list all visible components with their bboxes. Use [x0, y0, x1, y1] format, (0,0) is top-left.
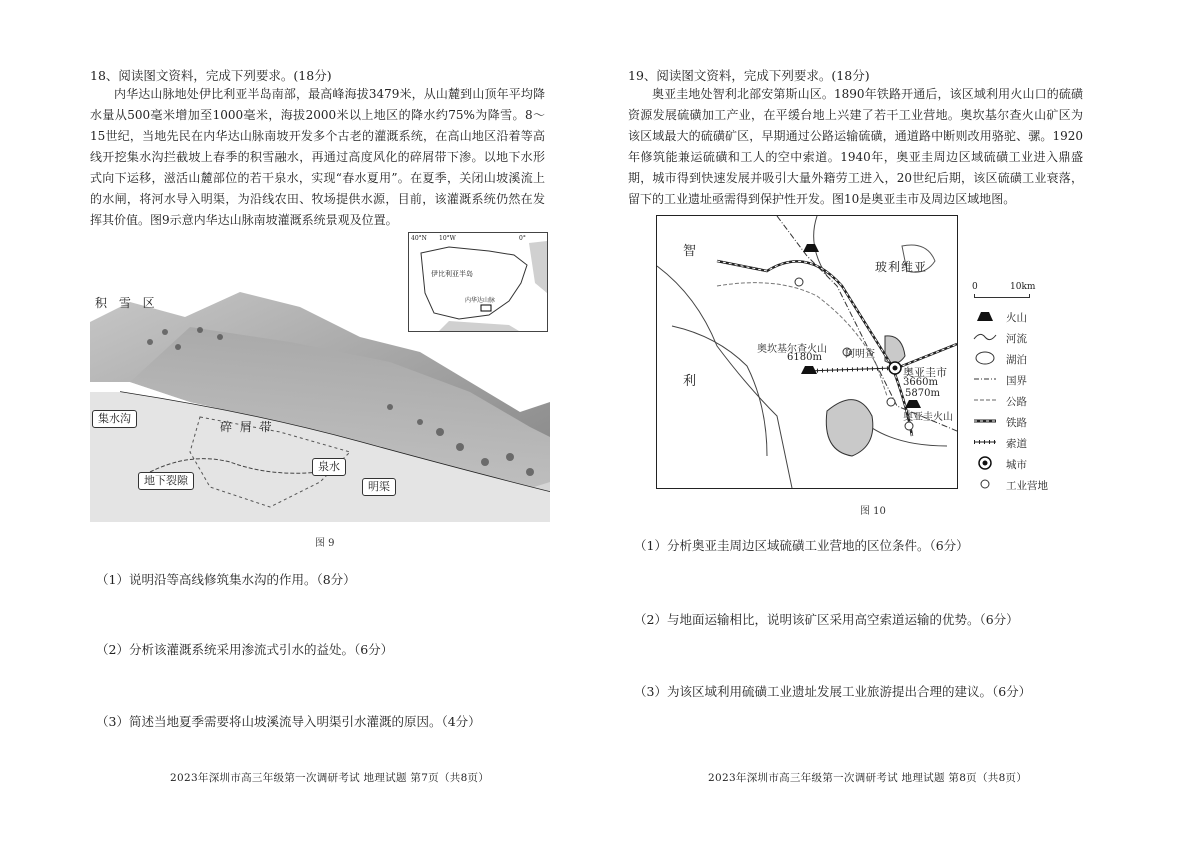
- inset-lon-right-label: 0°: [519, 235, 526, 242]
- map-label-amincha: 阿明查: [845, 349, 875, 360]
- iberia-outline: [409, 233, 547, 331]
- legend-city: 城市: [972, 455, 1102, 473]
- map-label-city: 奥亚圭市: [903, 366, 947, 379]
- lake-icon: [972, 350, 998, 366]
- open-channel-label: 明渠: [362, 478, 396, 496]
- legend-river: 河流: [972, 329, 1102, 347]
- map-label-chile-2: 利: [683, 374, 697, 389]
- border-icon: [972, 371, 998, 387]
- scale-zero: 0: [972, 282, 978, 292]
- volcano-icon: [803, 244, 819, 252]
- legend-cableway: 索道: [972, 434, 1102, 452]
- city-icon: [972, 455, 998, 471]
- page-7-footer: 2023年深圳市高三年级第一次调研考试 地理试题 第7页（共8页）: [170, 772, 490, 784]
- legend-border: 国界: [972, 371, 1102, 389]
- inset-range-label: 内华达山脉: [465, 297, 496, 304]
- map-label-volcano2-elev: 5870m: [905, 388, 940, 399]
- spring-label: 泉水: [312, 458, 346, 476]
- question-18-paragraph: 内华达山脉地处伊比利亚半岛南部，最高峰海拔3479米，从山麓到山顶年平均降水量从500毫米增加至1000毫米，海拔2000米以上地区的降水约75%为降雪。8～15世纪，当地先民在内华达山脉南坡开发多个古老的灌溉系统，在高山地区沿着等高线开挖集水沟拦截坡上春季的积雪融水，再通过高度风化的碎屑带下渗。以地下水形式向下运移，滋活山麓部位的若干泉水，实现“春水夏用”。在夏季，关闭山坡溪流上的水闸，将河水导入明渠，为沿线农田、牧场提供水源，目前，该灌溉系统仍然在发挥其价值。图9示意内华达山脉南坡灌溉系统景观及位置。: [90, 87, 545, 227]
- scale-bar: [972, 282, 1036, 302]
- question-18-3: （3）简述当地夏季需要将山坡溪流导入明渠引水灌溉的原因。（4分）: [96, 714, 481, 729]
- scale-distance: 10km: [1010, 282, 1036, 292]
- figure-9-caption: 图 9: [315, 538, 335, 549]
- legend-railway: 铁路: [972, 413, 1102, 431]
- legend-highway: 公路: [972, 392, 1102, 410]
- figure-10-caption: 图 10: [860, 506, 886, 517]
- legend-camp: 工业营地: [972, 476, 1102, 494]
- inset-lon-left-label: 10°W: [439, 235, 456, 242]
- map-legend: [972, 282, 1112, 492]
- question-19-1: （1）分析奥亚圭周边区域硫磺工业营地的区位条件。（6分）: [634, 538, 969, 553]
- figure-10-map: [656, 215, 958, 489]
- debris-belt-label: 碎 屑 带: [220, 420, 274, 434]
- legend-lake: 湖泊: [972, 350, 1102, 368]
- map-label-bolivia: 玻利维亚: [875, 260, 928, 274]
- cableway-icon: [972, 434, 998, 450]
- map-label-volcano2: 奥亚圭火山: [903, 412, 953, 423]
- river-icon: [972, 329, 998, 345]
- map-label-chile-1: 智: [683, 244, 697, 259]
- question-19-paragraph: 奥亚圭地处智利北部安第斯山区。1890年铁路开通后，该区域利用火山口的硫磺资源发展硫磺加工产业，在平缓台地上兴建了若干工业营地。奥坎基尔查火山矿区为该区域最大的硫磺矿区，早期通过公路运输硫磺，通道路中断则改用骆驼、骡。1920年修筑能兼运硫磺和工人的空中索道。1940年，奥亚圭周边区域硫磺工业进入鼎盛期，城市得到快速发展并吸引大量外籍劳工进入，20世纪后期，该区硫磺工业衰落，留下的工业遗址亟需得到保护性开发。图10是奥亚圭市及周边区域地图。: [628, 87, 1083, 206]
- question-18-2: （2）分析该灌溉系统采用渗流式引水的益处。（6分）: [96, 642, 394, 657]
- question-19-heading: 19、阅读图文资料，完成下列要求。(18分): [628, 68, 870, 83]
- volcano-icon: [972, 308, 998, 324]
- map-label-volcano: 奥坎基尔查火山: [757, 344, 827, 355]
- page-8-footer: 2023年深圳市高三年级第一次调研考试 地理试题 第8页（共8页）: [708, 772, 1028, 784]
- inset-map: [408, 232, 548, 332]
- legend-volcano: 火山: [972, 308, 1102, 326]
- snow-zone-label: 积 雪 区: [95, 296, 159, 310]
- figure-9: [90, 232, 550, 522]
- highway-icon: [972, 392, 998, 408]
- map-label-city-elev: 3660m: [903, 377, 938, 388]
- camp-icon: [972, 476, 998, 492]
- collect-ditch-label: 集水沟: [92, 410, 137, 428]
- volcano-icon: [801, 366, 817, 374]
- inset-lat-label: 40°N: [411, 235, 427, 242]
- map-label-volcano-elev: 6180m: [787, 352, 822, 363]
- question-18-1: （1）说明沿等高线修筑集水沟的作用。（8分）: [96, 572, 356, 587]
- question-19-2: （2）与地面运输相比，说明该矿区采用高空索道运输的优势。（6分）: [634, 612, 1019, 627]
- volcano-icon: [905, 400, 921, 408]
- question-18-heading: 18、阅读图文资料，完成下列要求。(18分): [90, 68, 332, 83]
- railway-icon: [972, 413, 998, 429]
- inset-peninsula-label: 伊比利亚半岛: [431, 270, 473, 278]
- underground-fissure-label: 地下裂隙: [138, 472, 194, 490]
- question-19-3: （3）为该区域利用硫磺工业遗址发展工业旅游提出合理的建议。（6分）: [634, 684, 1032, 699]
